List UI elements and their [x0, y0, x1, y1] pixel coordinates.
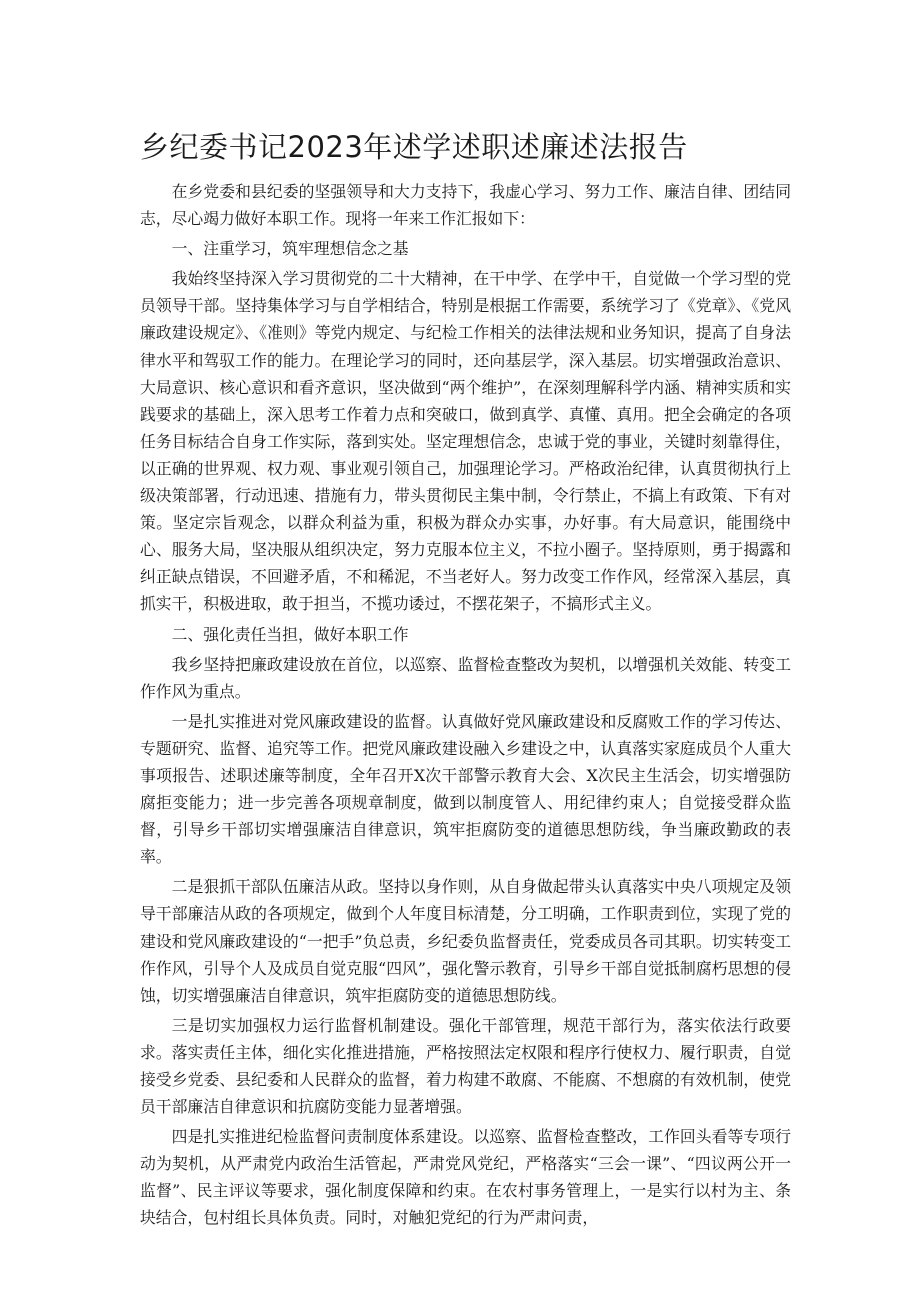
intro-paragraph: 在乡党委和县纪委的坚强领导和大力支持下，我虚心学习、努力工作、廉洁自律、团结同志，尽心竭力做好本职工作。现将一年来工作汇报如下：: [140, 182, 791, 229]
document-title: 乡纪委书记2023年述学述职述廉述法报告: [140, 130, 688, 164]
point-2-paragraph: 二是狠抓干部队伍廉洁从政。坚持以身作则，从自身做起带头认真落实中央八项规定及领导干部廉洁从政的各项规定，做到个人年度目标清楚，分工明确，工作职责到位，实现了党的建设和党风廉政建设的“一把手”负总责，乡纪委负监督责任，党委成员各司其职。切实转变工作作风，引导个人及成员自觉克服“四风”，强化警示教育，引导乡干部自觉抵制腐朽思想的侵蚀，切实增强廉洁自律意识，筑牢拒腐防变的道德思想防线。: [140, 877, 791, 1005]
section-heading-2: 二、强化责任当担，做好本职工作: [171, 624, 409, 644]
point-1-paragraph: 一是扎实推进对党风廉政建设的监督。认真做好党风廉政建设和反腐败工作的学习传达、专题研究、监督、追究等工作。把党风廉政建设融入乡建设之中，认真落实家庭成员个人重大事项报告、述职述廉等制度，全年召开X次干部警示教育大会、X次民主生活会，切实增强防腐拒变能力；进一步完善各项规章制度，做到以制度管人、用纪律约束人；自觉接受群众监督，引导乡干部切实增强廉洁自律意识，筑牢拒腐防变的道德思想防线，争当廉政勤政的表率。: [140, 711, 791, 867]
section-heading-1: 一、注重学习，筑牢理想信念之基: [171, 239, 409, 259]
point-3-paragraph: 三是切实加强权力运行监督机制建设。强化干部管理，规范干部行为，落实依法行政要求。落实责任主体，细化实化推进措施，严格按照法定权限和程序行使权力、履行职责，自觉接受乡党委、县纪委和人民群众的监督，着力构建不敢腐、不能腐、不想腐的有效机制，使党员干部廉洁自律意识和抗腐防变能力显著增强。: [140, 1015, 791, 1117]
point-4-paragraph: 四是扎实推进纪检监督问责制度体系建设。以巡察、监督检查整改，工作回头看等专项行动为契机，从严肃党内政治生活管起，严肃党风党纪，严格落实“三会一课”、“四议两公开一监督”、民主评议等要求，强化制度保障和约束。在农村事务管理上，一是实行以村为主、条块结合，包村组长具体负责。同时，对触犯党纪的行为严肃问责，: [140, 1127, 791, 1228]
document-body: [140, 178, 791, 1235]
section-2-intro-paragraph: 我乡坚持把廉政建设放在首位，以巡察、监督检查整改为契机，以增强机关效能、转变工作作风为重点。: [140, 654, 791, 701]
section-1-paragraph: 我始终坚持深入学习贯彻党的二十大精神，在干中学、在学中干，自觉做一个学习型的党员领导干部。坚持集体学习与自学相结合，特别是根据工作需要，系统学习了《党章》、《党风廉政建设规定》、《准则》等党内规定、与纪检工作相关的法律法规和业务知识，提高了自身法律水平和驾驭工作的能力。在理论学习的同时，还向基层学，深入基层。切实增强政治意识、大局意识、核心意识和看齐意识，坚决做到“两个维护”，在深刻理解科学内涵、精神实质和实践要求的基础上，深入思考工作着力点和突破口，做到真学、真懂、真用。把全会确定的各项任务目标结合自身工作实际，落到实处。坚定理想信念，忠诚于党的事业，关键时刻靠得住，以正确的世界观、权力观、事业观引领自己，加强理论学习。严格政治纪律，认真贯彻执行上级决策部署，行动迅速、措施有力，带头贯彻民主集中制，令行禁止，不搞上有政策、下有对策。坚定宗旨观念，以群众利益为重，积极为群众办实事，办好事。有大局意识，能围绕中心、服务大局，坚决服从组织决定，努力克服本位主义，不拉小圈子。坚持原则，勇于揭露和纠正缺点错误，不回避矛盾，不和稀泥，不当老好人。努力改变工作作风，经常深入基层，真抓实干，积极进取，敢于担当，不揽功诿过，不摆花架子，不搞形式主义。: [140, 269, 791, 614]
